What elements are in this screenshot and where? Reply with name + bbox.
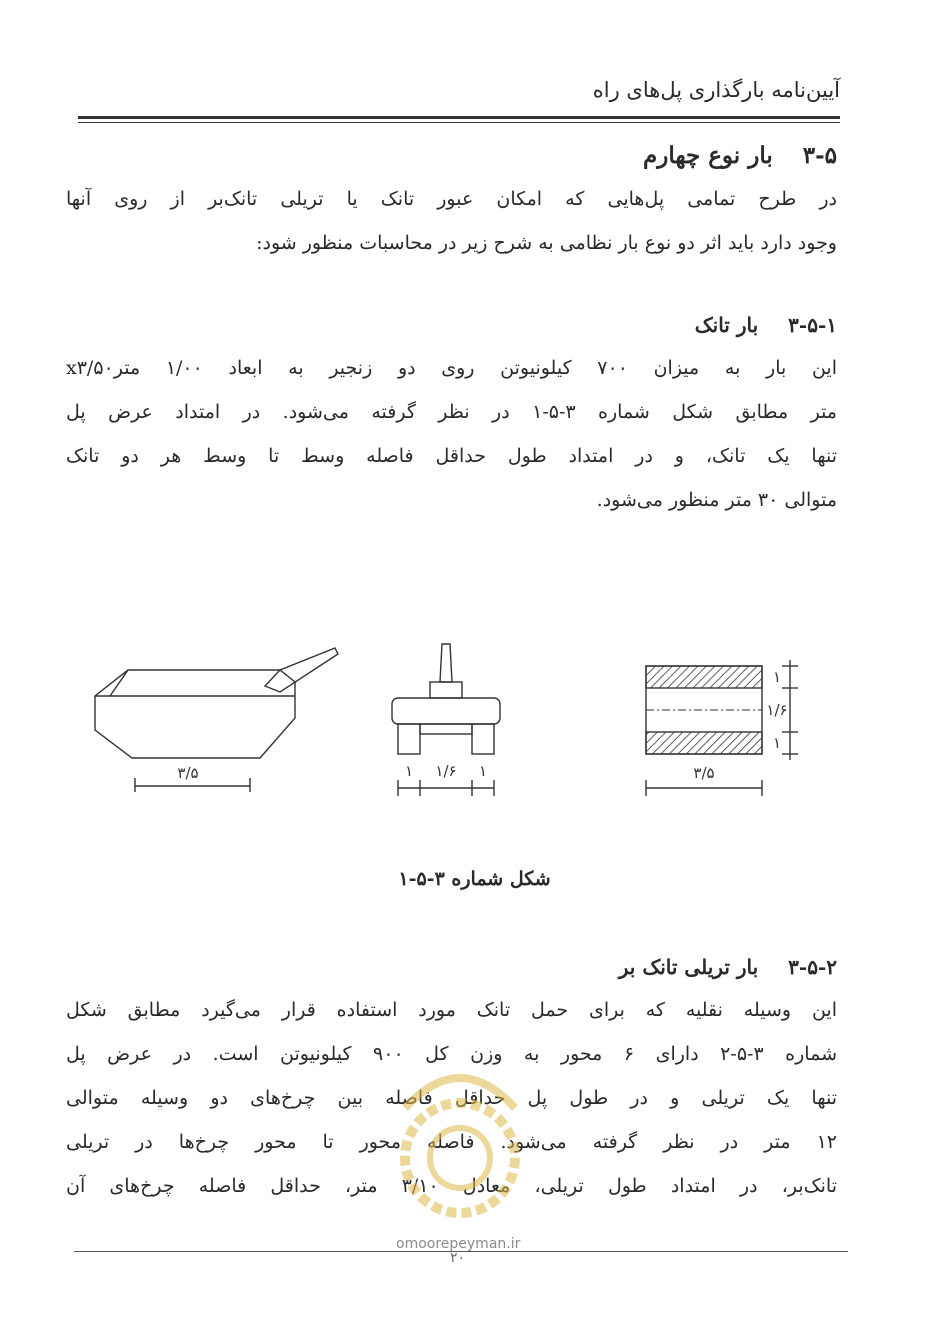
paragraph-line: در طرح تمامی پل‌هایی که امکان عبور تانک یا تریلی تانک‌بر از روی آنها (66, 188, 837, 210)
paragraph-line: تنها یک تانک، و در امتداد طول حداقل فاصله وسط تا وسط هر دو تانک (66, 445, 837, 467)
page-number: ۲۰ (450, 1250, 466, 1266)
track-plan-view (646, 660, 798, 796)
tank-side-view (95, 648, 338, 792)
header-rule-thick (78, 116, 840, 119)
section-number: ۳-۵ (802, 142, 837, 169)
tank-paragraph (66, 346, 837, 522)
section-heading-tank-load (695, 313, 837, 337)
paragraph-line: شماره ۳-۵-۲ دارای ۶ محور به وزن کل ۹۰۰ کیلونیوتن است. در عرض پل (66, 1043, 838, 1065)
front-dim-right: ۱ (478, 762, 488, 780)
paragraph-line: متر مطابق شکل شماره ۳-۵-۱ در نظر گرفته می‌شود. در امتداد عرض پل (66, 401, 837, 423)
paragraph-line: تنها یک تریلی و در طول پل حداقل فاصله بین چرخ‌های دو وسیله متوالی (66, 1087, 837, 1109)
paragraph-line: تانک‌بر، در امتداد طول تریلی، معادل ۳/۱۰ متر، حداقل فاصله چرخ‌های آن (66, 1175, 837, 1197)
watermark-url: omoorepeyman.ir (396, 1236, 521, 1252)
running-title: آیین‌نامه بارگذاری پل‌های راه (592, 78, 840, 102)
paragraph-line: این وسیله نقلیه که برای حمل تانک مورد استفاده قرار می‌گیرد مطابق شکل (66, 999, 837, 1021)
section-title: بار نوع چهارم (643, 142, 773, 169)
paragraph-line: متوالی ۳۰ متر منظور می‌شود. (596, 489, 837, 511)
watermark-stamp-logo (375, 1048, 545, 1233)
side-dim-label: ۳/۵ (177, 764, 199, 782)
paragraph-line: این بار به میزان ۷۰۰ کیلونیوتن روی دو زنجیر به ابعاد ۱/۰۰ مترx۳/۵۰ (66, 357, 837, 379)
front-dim-middle: ۱/۶ (435, 762, 457, 780)
tank-figure (80, 630, 840, 830)
section-title: بار تریلی تانک بر (618, 955, 759, 979)
paragraph-line: ۱۲ متر در نظر گرفته می‌شود. فاصله محور تا محور چرخ‌ها در تریلی (66, 1131, 837, 1153)
page-header (78, 68, 840, 120)
plan-dim-middle: ۱/۶ (766, 701, 788, 719)
section-heading-4th-load (643, 142, 837, 169)
figure-caption: شکل شماره ۳-۵-۱ (398, 868, 551, 890)
plan-dim-top: ۱ (772, 668, 782, 686)
paragraph-line: وجود دارد باید اثر دو نوع بار نظامی به شرح زیر در محاسبات منظور شود: (256, 232, 837, 254)
plan-dim-bottom: ۱ (772, 734, 782, 752)
header-rule-thin (78, 122, 840, 123)
tank-front-view (392, 644, 500, 796)
section-4-paragraph (66, 177, 837, 265)
plan-length-label: ۳/۵ (693, 764, 715, 782)
section-number: ۳-۵-۱ (788, 313, 837, 337)
front-dim-left: ۱ (404, 762, 414, 780)
section-number: ۳-۵-۲ (788, 955, 837, 979)
section-heading-trailer-load (619, 955, 837, 979)
section-title: بار تانک (694, 313, 759, 337)
